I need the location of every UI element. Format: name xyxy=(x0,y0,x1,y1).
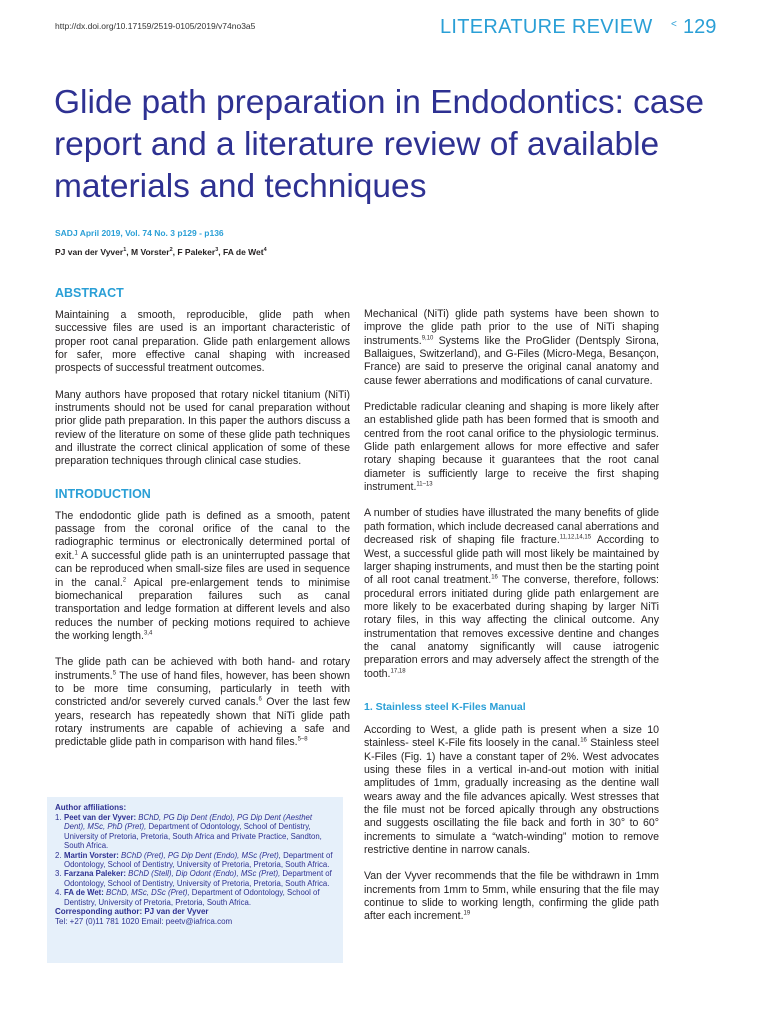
reference-marker[interactable]: 1 xyxy=(74,550,78,557)
affiliation-text: Department of Odontology, School of Dentistry, University of Pretoria, Pretoria, South Africa. xyxy=(64,888,320,907)
body-paragraph xyxy=(364,507,659,680)
author-name: F Paleker xyxy=(177,247,216,257)
abstract-paragraph: Many authors have proposed that rotary nickel titanium (NiTi) instruments should not be used for canal preparation without prior glide path preparation. In this paper the authors discuss a review of the literature on some of these glide path techniques and illustrate the correct clinical application of some of these preparation techniques through clinical case studies. xyxy=(55,388,350,468)
author-name: PJ van der Vyver xyxy=(55,247,124,257)
affiliations-title: Author affiliations: xyxy=(55,803,127,812)
author-list xyxy=(55,247,267,257)
affiliation-name: Peet van der Vyver: xyxy=(64,813,137,822)
contact-details: Tel: +27 (0)11 781 1020 Email: peetv@iafrica.com xyxy=(55,917,233,927)
journal-citation: SADJ April 2019, Vol. 74 No. 3 p129 - p136 xyxy=(55,228,224,238)
reference-marker[interactable]: 3,4 xyxy=(143,630,153,637)
affiliation-item xyxy=(55,813,335,851)
corresponding-author xyxy=(55,907,335,917)
affiliation-number: 2. xyxy=(55,850,62,860)
introduction-heading: INTRODUCTION xyxy=(55,486,151,501)
abstract-heading: ABSTRACT xyxy=(55,286,124,300)
corresponding-author-name: PJ van der Vyver xyxy=(142,907,209,917)
text-run: Stainless steel K-Files (Fig. 1) have a constant taper of 2%. West advocates using these files in a vertical in-and-out motion with initial amplitudes of 1mm, gradually increasing as the dentine wall wears away and the file advances apically. West stresses that the file must not be forced apically through any obstructions and suggests oscillating the file back and forth in 30° to 60° increments to simulate a “watch-winding” motion to remove restrictive dentine in narrow canals. xyxy=(364,737,659,857)
affiliation-item xyxy=(55,888,335,907)
text-run: A number of studies have illustrated the many benefits of glide path formation, which include decreased canal aberrations and decreased risk of shaping file fracture. xyxy=(364,507,659,547)
intro-paragraph xyxy=(55,510,350,643)
text-run: The converse, therefore, follows: procedural errors initiated during glide path enlargement are more likely to be exacerbated during shaping by larger NiTi rotary files, in this way affecting the clinical outcome. Any instrumentation that removes excessive dentine and changes the canal anatomy significantly will cause iatrogenic preparation errors and may adversely affect the strength of the tooth. xyxy=(364,574,660,680)
reference-marker[interactable]: 16 xyxy=(580,737,587,744)
author-separator: , xyxy=(126,247,131,257)
text-run: The glide path can be achieved with both hand- and rotary instruments. xyxy=(55,656,350,682)
affiliation-text: Department of Odontology, School of Dentistry, University of Pretoria, Pretoria, South Africa and Private Practice, Sandton, South Africa. xyxy=(64,822,322,851)
text-run: The use of hand files, however, has been shown to be more time consuming, particularly in teeth with constricted and/or severely curved canals. xyxy=(55,669,350,709)
text-run: Predictable radicular cleaning and shaping is more likely after an established glide path has been formed that is smooth and centred from the root canal orifice to the physiologic terminus. Glide path enlargement allows for more effective and safer rotary shaping because it guarantees that the root canal diameter is sufficiently large to receive the first shaping instrument. xyxy=(364,401,659,494)
reference-marker[interactable]: 9,10 xyxy=(421,335,434,342)
left-column xyxy=(55,286,350,763)
reference-marker[interactable]: 11,12,14,15 xyxy=(559,534,592,541)
affiliation-number: 3. xyxy=(55,869,62,879)
author-name: M Vorster xyxy=(131,247,170,257)
page-number: 129 xyxy=(683,16,717,38)
body-paragraph xyxy=(364,870,659,923)
author-affil-ref: 4 xyxy=(263,247,267,254)
reference-marker[interactable]: 6 xyxy=(258,696,262,703)
body-paragraph xyxy=(364,401,659,494)
intro-paragraph xyxy=(55,656,350,749)
author-affiliations-box xyxy=(47,797,343,963)
reference-marker[interactable]: 17,18 xyxy=(390,668,406,675)
affiliation-degrees: BChD, MSc, DSc (Pret), xyxy=(103,888,190,898)
affiliation-degrees: BChD, PG Dip Dent (Endo), PG Dip Dent (Aesthet Dent), MSc, PhD (Pret), xyxy=(64,813,313,832)
author-separator: , xyxy=(172,247,178,257)
text-run: Van der Vyver recommends that the file be withdrawn in 1mm increments from 1mm to 5mm, while ensuring that the file may continue to slide to working length, confirming the glide path after each increment. xyxy=(364,870,659,923)
section-label: LITERATURE REVIEW xyxy=(440,16,653,38)
abstract-paragraph: Maintaining a smooth, reproducible, glide path when successive files are used is an important characteristic of proper root canal preparation. Glide path enlargement allows for safer, more effective canal shaping with increased prospects of successful treatment outcomes. xyxy=(55,309,350,375)
right-column xyxy=(364,308,659,937)
affiliation-text: Department of Odontology, School of Dentistry, University of Pretoria, Pretoria, South Africa. xyxy=(64,850,333,870)
text-run: According to West, a successful glide path will most likely be maintained by larger shaping instruments, and must then be the starting point of all root canal treatment. xyxy=(364,534,659,587)
author-affil-ref: 1 xyxy=(123,247,127,254)
affiliation-name: Martin Vorster: xyxy=(64,850,119,860)
affiliations-list xyxy=(55,813,335,907)
affiliation-name: FA de Wet: xyxy=(64,888,104,898)
doi-link[interactable]: http://dx.doi.org/10.17159/2519-0105/2019/v74no3a5 xyxy=(55,21,256,31)
author-name: FA de Wet xyxy=(222,247,264,257)
affiliation-degrees: BChD (Pret), PG Dip Dent (Endo), MSc (Pret), xyxy=(118,850,281,860)
affiliation-number: 1. xyxy=(55,813,62,822)
affiliation-text: Department of Odontology, School of Dentistry, University of Pretoria, Pretoria, South Africa. xyxy=(64,869,332,888)
corresponding-author-label: Corresponding author: xyxy=(55,907,143,917)
reference-marker[interactable]: 5 xyxy=(112,670,117,677)
reference-marker[interactable]: 5–8 xyxy=(297,736,308,743)
text-run: The endodontic glide path is defined as a smooth, patent passage from the coronal orifice of the canal to the radiographic terminus or electronically determined portal of exit. xyxy=(55,509,350,562)
author-affil-ref: 3 xyxy=(215,247,219,254)
text-run: Systems like the ProGlider (Dentsply Sirona, Ballaigues, Switzerland), and G-Files (Micro-Mega, Besançon, France) are said to preserve the original canal anatomy and cause fewer aberrations and modifications of canal curvature. xyxy=(364,334,659,387)
affiliation-item xyxy=(55,851,335,870)
affiliation-item xyxy=(55,869,335,888)
article-title: Glide path preparation in Endodontics: case report and a literature review of available materials and techniques xyxy=(54,84,704,205)
affiliation-name: Farzana Paleker: xyxy=(64,869,126,879)
affiliation-number: 4. xyxy=(55,888,62,898)
reference-marker[interactable]: 11–13 xyxy=(416,481,433,488)
body-paragraph xyxy=(364,308,659,388)
text-run: Mechanical (NiTi) glide path systems have been shown to improve the glide path prior to the use of NiTi shaping instruments. xyxy=(364,308,659,347)
text-run: Over the last few years, research has repeatedly shown that NiTi glide path rotary instruments are capable of achieving a safe and predictable glide path in comparison with hand files. xyxy=(55,696,350,749)
author-affil-ref: 2 xyxy=(169,247,173,254)
page-marker-icon: < xyxy=(671,19,677,30)
reference-marker[interactable]: 2 xyxy=(122,576,127,583)
text-run: Apical pre-enlargement tends to minimise biomechanical preparation failures such as canal transportation and ledge formation at different levels and also reduces the number of pecking motions required to achieve the working length. xyxy=(55,576,350,642)
body-paragraph xyxy=(364,724,659,857)
reference-marker[interactable]: 19 xyxy=(463,910,471,917)
reference-marker[interactable]: 16 xyxy=(491,574,498,581)
text-run: According to West, a glide path is present when a size 10 stainless- steel K-File fits loosely in the canal. xyxy=(364,723,659,750)
author-separator: , xyxy=(218,247,223,257)
section-subheading: 1. Stainless steel K-Files Manual xyxy=(364,700,526,713)
affiliation-degrees: BChD (Stell), Dip Odont (Endo), MSc (Pret), xyxy=(125,869,281,879)
text-run: A successful glide path is an uninterrupted passage that can be reproduced when small-size files are used in sequence in the canal. xyxy=(55,549,350,589)
